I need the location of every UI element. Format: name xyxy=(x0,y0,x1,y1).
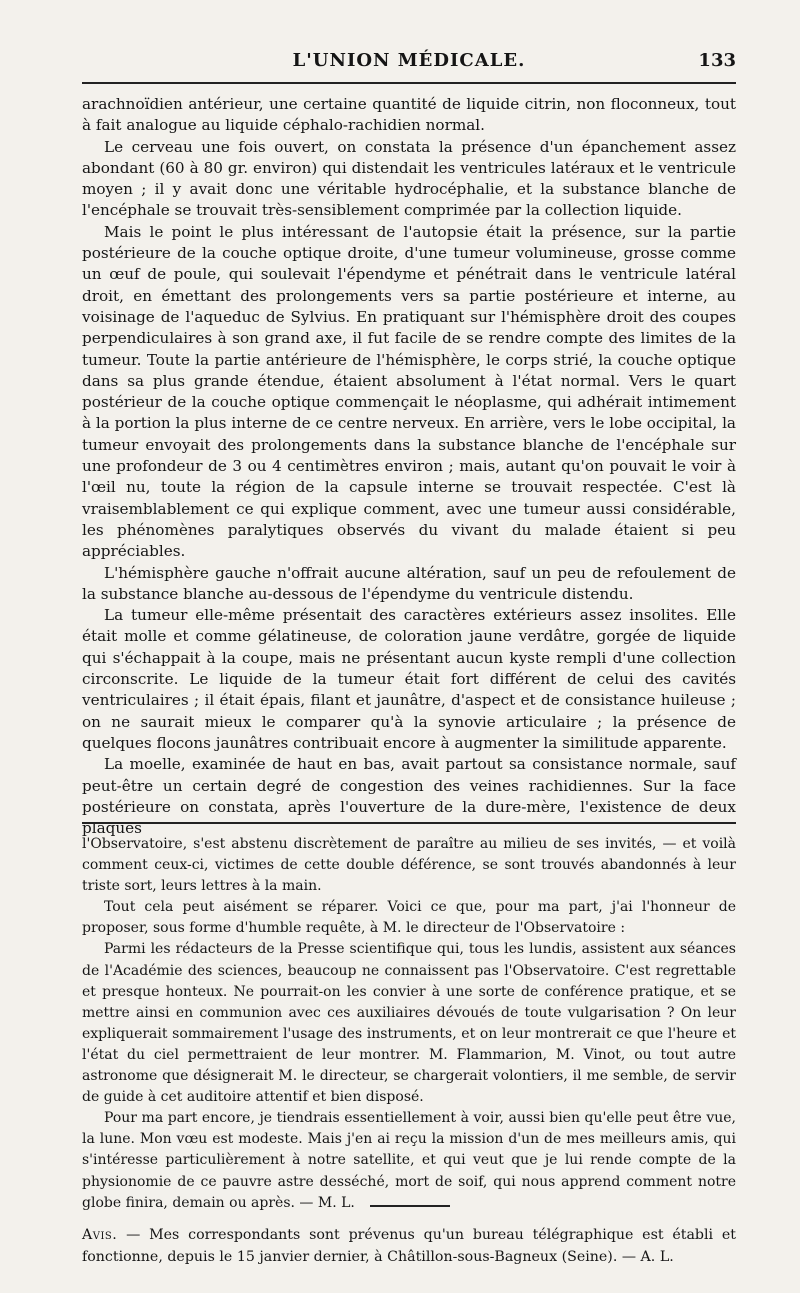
body-paragraph-2: Le cerveau une fois ouvert, on constata la présence d'un épanchement assez abondant (60 à 80 gr. environ) qui distendait les ventricules latéraux et le ventricule moyen ; il y avait donc une véritable hydrocéphalie, et la substance blanche de l'encéphale se trouvait très-sensiblement comprimée par la collection liquide. xyxy=(82,137,736,220)
page-number: 133 xyxy=(698,50,736,71)
body-paragraph-5: La tumeur elle-même présentait des caractères extérieurs assez insolites. Elle était molle et comme gélatineuse, de coloration jaune verdâtre, gorgée de liquide qui s'échappait à la coupe, mais ne présentant aucun kyste rempli d'une collection circonscrite. Le liquide de la tumeur était fort différent de celui des cavités ventriculaires ; il était épais, filant et jaunâtre, d'aspect et de consistance huileuse ; on ne saurait mieux le comparer qu'à la synovie articulaire ; la présence de quelques flocons jaunâtres contribuait encore à augmenter la similitude apparente. xyxy=(82,606,736,752)
feuilleton-paragraph-1: l'Observatoire, s'est abstenu discrètement de paraître au milieu de ses invités, — et voilà comment ceux-ci, victimes de cette double déférence, se sont trouvés abandonnés à leur triste sort, leurs lettres à la main. xyxy=(82,836,736,895)
feuilleton-body xyxy=(82,834,736,1214)
feuilleton-paragraph-4: Pour ma part encore, je tiendrais essentiellement à voir, aussi bien qu'elle peut être vue, la lune. Mon vœu est modeste. Mais j'en ai reçu la mission d'un de mes meilleurs amis, qui s'intéresse particulièrement à notre satellite, et qui veut que je lui rende compte de la physionomie de ce pauvre astre desséché, mort de soif, qui nous apprend comment notre globe finira, demain ou après. — M. L. xyxy=(82,1110,736,1211)
notice-text: — Mes correspondants sont prévenus qu'un bureau télégraphique est établi et fonctionne, depuis le 15 janvier dernier, à Châtillon-sous-Bagneux (Seine). — A. L. xyxy=(82,1227,736,1265)
article-body xyxy=(82,94,736,839)
header-rule xyxy=(82,82,736,84)
notice-label: Avis. xyxy=(82,1227,118,1243)
feuilleton-paragraph-3: Parmi les rédacteurs de la Presse scientifique qui, tous les lundis, assistent aux séances de l'Académie des sciences, beaucoup ne connaissent pas l'Observatoire. C'est regrettable et presque honteux. Ne pourrait-on les convier à une sorte de conférence pratique, et se mettre ainsi en communion avec ces auxiliaires dévoués de toute vulgarisation ? On leur expliquerait sommairement l'usage des instruments, et on leur montrerait ce que l'heure et l'état du ciel permettraient de leur montrer. M. Flammarion, M. Vinot, ou tout autre astronome que désignerait M. le directeur, se chargerait volontiers, il me semble, de servir de guide à cet auditoire attentif et bien disposé. xyxy=(82,941,736,1106)
feuilleton-paragraph-2: Tout cela peut aisément se réparer. Voici ce que, pour ma part, j'ai l'honneur de proposer, sous forme d'humble requête, à M. le directeur de l'Observatoire : xyxy=(82,899,736,937)
running-title: L'UNION MÉDICALE. xyxy=(292,50,526,71)
body-paragraph-6: La moelle, examinée de haut en bas, avait partout sa consistance normale, sauf peut-être un certain degré de congestion des veines rachidiennes. Sur la face postérieure on constata, après l'ouverture de la dure-mère, l'existence de deux plaques xyxy=(82,755,736,838)
body-paragraph-1: arachnoïdien antérieur, une certaine quantité de liquide citrin, non floconneux, tout à fait analogue au liquide céphalo-rachidien normal. xyxy=(82,95,736,135)
feuilleton-rule xyxy=(82,822,736,824)
body-paragraph-3: Mais le point le plus intéressant de l'autopsie était la présence, sur la partie postérieure de la couche optique droite, d'une tumeur volumineuse, grosse comme un œuf de poule, qui soulevait l'épendyme et pénétrait dans le ventricule latéral droit, en émettant des prolongements vers sa partie postérieure et interne, au voisinage de l'aqueduc de Sylvius. En pratiquant sur l'hémisphère droit des coupes perpendiculaires à son grand axe, il fut facile de se rendre compte des limites de la tumeur. Toute la partie antérieure de l'hémisphère, le corps strié, la couche optique dans sa plus grande étendue, étaient absolument à l'état normal. Vers le quart postérieur de la couche optique commençait le néoplasme, qui adhérait intimement à la portion la plus interne de ce centre nerveux. En arrière, vers le lobe occipital, la tumeur envoyait des prolongements dans la substance blanche de l'encéphale sur une profondeur de 3 ou 4 centimètres environ ; mais, autant qu'on pouvait le voir à l'œil nu, toute la région de la capsule interne se trouvait respectée. C'est là vraisemblablement ce qui explique comment, avec une tumeur aussi considérable, les phénomènes paralytiques observés du vivant du malade étaient si peu appréciables. xyxy=(82,222,736,561)
section-divider xyxy=(370,1205,450,1207)
page-header xyxy=(82,50,736,78)
body-paragraph-4: L'hémisphère gauche n'offrait aucune altération, sauf un peu de refoulement de la substance blanche au-dessous de l'épendyme du ventricule distendu. xyxy=(82,563,736,603)
notice xyxy=(82,1224,736,1268)
